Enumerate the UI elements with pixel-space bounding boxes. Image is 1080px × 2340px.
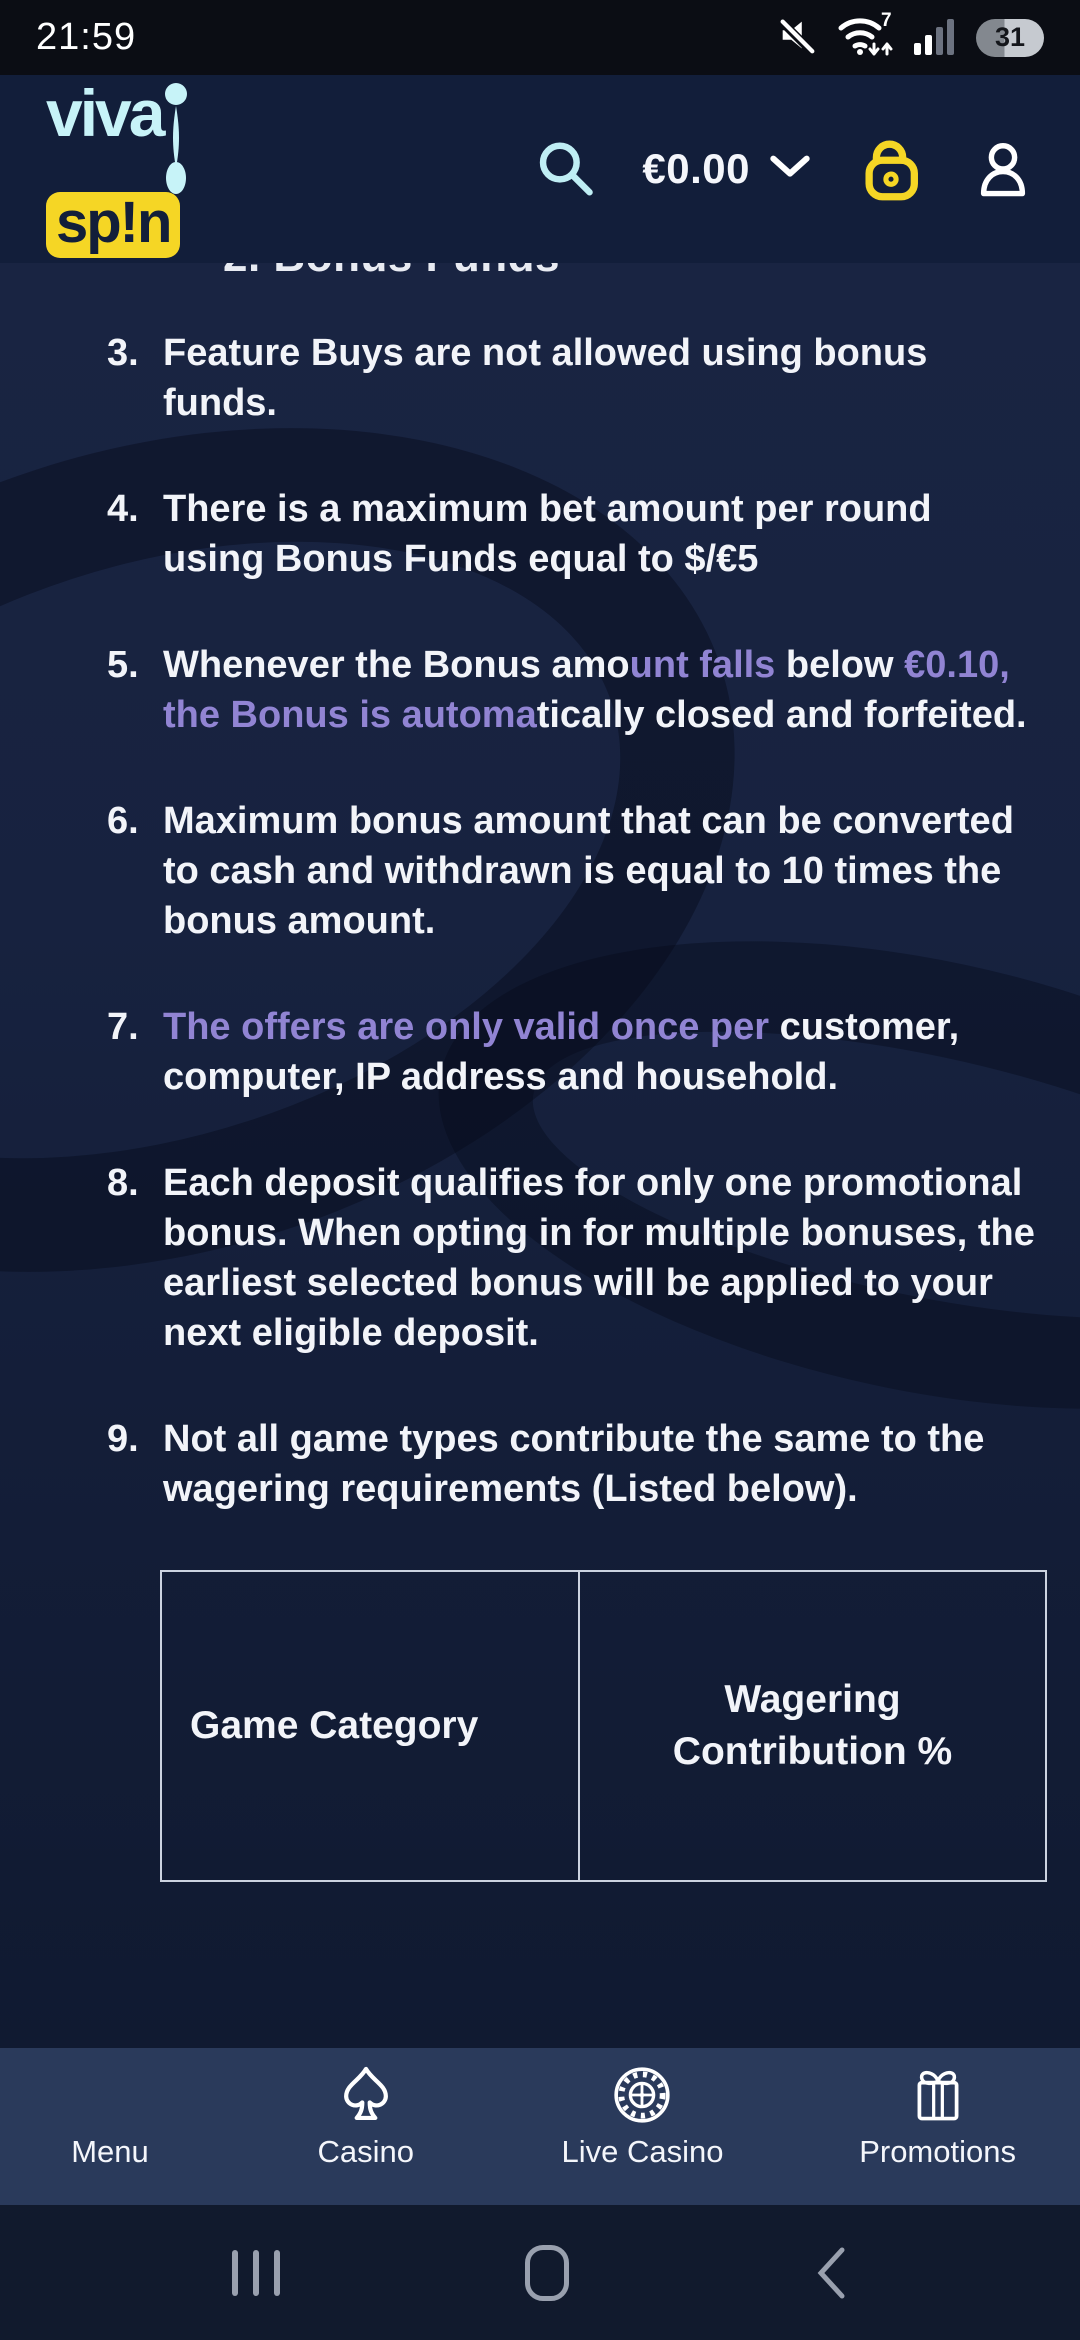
back-button[interactable] xyxy=(814,2245,848,2301)
logo-text-spin: sp!n xyxy=(56,190,171,255)
terms-text: There is a maximum bet amount per round using Bonus Funds equal to $/€5 xyxy=(163,488,932,580)
nav-item-promotions[interactable] xyxy=(859,2064,1016,2170)
nav-item-casino[interactable] xyxy=(306,2064,426,2170)
balance-dropdown[interactable] xyxy=(642,145,810,193)
logo-badge xyxy=(46,192,180,258)
terms-text: customer, computer, IP address and household. xyxy=(163,1006,960,1098)
terms-text: below xyxy=(775,644,905,686)
table-header-wagering-contribution: Wagering Contribution % xyxy=(579,1571,1046,1881)
terms-list-item xyxy=(107,1158,1038,1358)
signal-strength-icon xyxy=(912,13,958,62)
table-header-row xyxy=(161,1571,1046,1881)
highlighted-text: The offers are only valid once per xyxy=(163,1006,770,1048)
list-item-number: 3. xyxy=(107,332,139,374)
wifi-icon xyxy=(836,11,894,64)
bottom-nav-bar xyxy=(0,2048,1080,2205)
terms-text: Each deposit qualifies for only one promotional bonus. When opting in for multiple bonuses, the earliest selected bonus will be applied to your next eligible deposit. xyxy=(163,1162,1035,1354)
gift-icon xyxy=(908,2064,968,2126)
clock: 21:59 xyxy=(36,16,137,58)
list-item-number: 5. xyxy=(107,644,139,686)
terms-text: Not all game types contribute the same to the wagering requirements (Listed below). xyxy=(163,1418,985,1510)
terms-list-item xyxy=(107,640,1038,740)
vivaspin-logo[interactable] xyxy=(46,76,256,258)
list-item-number: 6. xyxy=(107,800,139,842)
home-button[interactable] xyxy=(525,2245,569,2301)
battery-percent: 31 xyxy=(994,22,1026,52)
status-bar xyxy=(0,0,1080,75)
terms-list-item xyxy=(107,328,1038,428)
wallet-lock-icon[interactable] xyxy=(856,134,926,204)
roulette-icon xyxy=(611,2064,673,2126)
chevron-down-icon xyxy=(770,155,810,184)
spade-icon xyxy=(336,2064,396,2126)
terms-text: Maximum bonus amount that can be converted to cash and withdrawn is equal to 10 times the bonus amount. xyxy=(163,800,1014,942)
terms-list-item xyxy=(107,1414,1038,1514)
mute-icon xyxy=(776,14,818,61)
menu-icon xyxy=(75,2064,145,2126)
nav-label: Live Casino xyxy=(561,2134,724,2169)
search-icon[interactable] xyxy=(534,138,596,200)
terms-list-item xyxy=(107,1002,1038,1102)
terms-text: Whenever the Bonus amo xyxy=(163,644,630,686)
terms-list-item xyxy=(107,484,1038,584)
table-header-game-category: Game Category xyxy=(161,1571,579,1881)
list-item-number: 8. xyxy=(107,1162,139,1204)
nav-item-menu[interactable] xyxy=(50,2064,170,2170)
balance-amount: €0.00 xyxy=(642,145,750,192)
app-header xyxy=(0,75,1080,263)
list-item-number: 9. xyxy=(107,1418,139,1460)
logo-text-viva: viva xyxy=(46,76,163,150)
nav-item-live-casino[interactable] xyxy=(561,2064,723,2170)
list-item-number: 7. xyxy=(107,1006,139,1048)
list-item-number: 4. xyxy=(107,488,139,530)
highlighted-text: unt falls xyxy=(629,644,776,686)
logo-pin-icon xyxy=(164,82,190,206)
status-icons xyxy=(776,11,1044,64)
recent-apps-button[interactable] xyxy=(232,2250,280,2296)
nav-label: Promotions xyxy=(859,2134,1016,2169)
svg-text:7: 7 xyxy=(881,11,892,31)
terms-list-item xyxy=(107,796,1038,946)
terms-text: Feature Buys are not allowed using bonus funds. xyxy=(163,332,928,424)
nav-label: Casino xyxy=(317,2134,414,2169)
nav-label: Menu xyxy=(71,2134,149,2169)
battery-indicator xyxy=(976,19,1044,57)
android-nav-bar xyxy=(0,2205,1080,2340)
terms-list xyxy=(0,328,1038,1514)
highlighted-text: €0.10, the Bonus is automa xyxy=(163,644,1010,736)
terms-text: tically closed and forfeited. xyxy=(536,694,1027,736)
wagering-contribution-table xyxy=(160,1570,1047,1882)
profile-icon[interactable] xyxy=(972,138,1034,200)
